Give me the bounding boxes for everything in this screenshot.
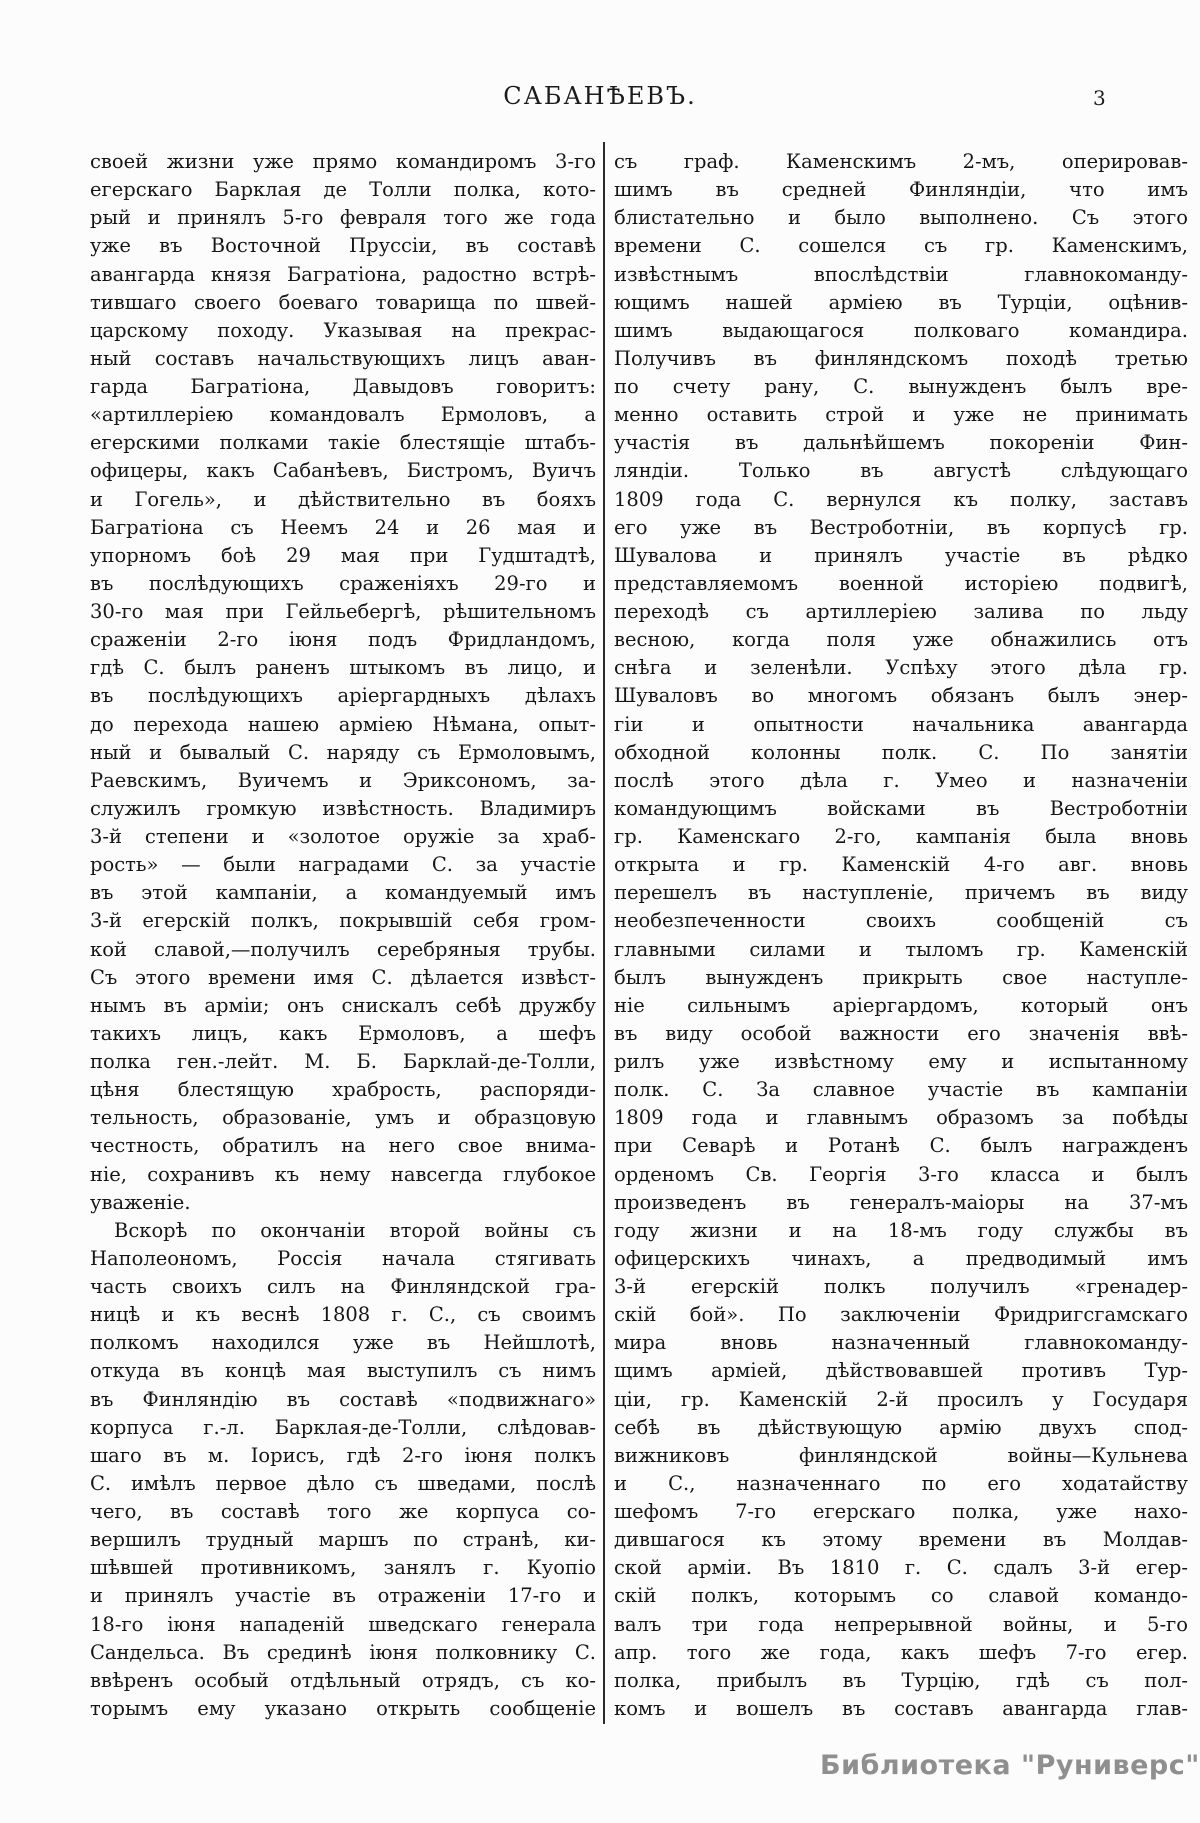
text-line: Раевскимъ, Вуичемъ и Эриксономъ, за- [90, 768, 596, 792]
text-line: шимъ въ средней Финляндіи, что имъ [614, 178, 1188, 202]
text-line: своей жизни уже прямо командиромъ 3-го [90, 150, 596, 173]
text-line: извѣстнымъ впослѣдствіи главнокоманду- [614, 262, 1188, 286]
text-line: переходѣ съ артиллеріею залива по льду [614, 600, 1188, 623]
text-line: блистательно и было выполнено. Съ этого [614, 206, 1188, 230]
text-line: снѣга и зеленѣли. Успѣху этого дѣла гр. [614, 656, 1188, 680]
text-line: С. имѣлъ первое дѣло съ шведами, послѣ [90, 1471, 596, 1495]
text-line: рый и принялъ 5-го февраля того же года [90, 206, 596, 230]
text-line: полк. С. За славное участіе въ кампаніи [614, 1078, 1188, 1102]
text-line: уже въ Восточной Пруссіи, въ составѣ [90, 234, 596, 258]
text-line: ской арміи. Въ 1810 г. С. сдалъ 3-й егер- [614, 1556, 1188, 1580]
text-line: тившаго своего боеваго товарища по швей- [90, 290, 596, 314]
text-line: полка, прибылъ въ Турцію, гдѣ съ пол- [614, 1668, 1188, 1692]
text-line: щимъ арміей, дѣйствовавшей противъ Тур- [614, 1359, 1188, 1383]
text-line: орденомъ Св. Георгія 3-го класса и былъ [614, 1162, 1188, 1186]
text-line: «артиллеріею командовалъ Ермоловъ, а [90, 403, 596, 427]
text-line: откуда въ концѣ мая выступилъ съ нимъ [90, 1359, 596, 1383]
page-number: 3 [1093, 86, 1106, 110]
text-line: послѣ этого дѣла г. Умео и назначеніи [614, 768, 1188, 792]
text-line: его уже въ Вестроботніи, въ корпусѣ гр. [614, 515, 1188, 539]
text-line: ввѣренъ особый отдѣльный отрядъ, съ ко- [90, 1668, 596, 1692]
page-title: САБАНѢЕВЪ. [503, 82, 697, 110]
text-line: въ этой кампаніи, а командуемый имъ [90, 881, 596, 905]
text-line: открыта и гр. Каменскій 4-го авг. вновь [614, 853, 1188, 877]
text-line: обходной колонны полк. С. По занятіи [614, 740, 1188, 764]
text-line: съ граф. Каменскимъ 2-мъ, оперировав- [614, 150, 1188, 173]
text-line: въ виду особой важности его значенія ввѣ- [614, 1021, 1188, 1045]
text-line: въ послѣдующихъ аріергардныхъ дѣлахъ [90, 684, 596, 708]
text-line: ляндіи. Только въ августѣ слѣдующаго [614, 459, 1188, 483]
text-line: времени С. сошелся съ гр. Каменскимъ, [614, 234, 1188, 258]
text-line: авангарда князя Багратіона, радостно встрѣ- [90, 262, 596, 286]
text-line: ный и бывалый С. наряду съ Ермоловымъ, [90, 740, 596, 764]
text-line: вершилъ трудный маршъ по странѣ, ки- [90, 1528, 596, 1552]
text-line: шефомъ 7-го егерскаго полка, уже нахо- [614, 1500, 1188, 1523]
text-line: ніе сильнымъ аріергардомъ, который онъ [614, 993, 1188, 1017]
text-line: участія въ дальнѣйшемъ покореніи Фин- [614, 431, 1188, 455]
text-line: комъ и вошелъ въ составъ авангарда глав- [614, 1696, 1188, 1720]
right-column [614, 148, 1188, 1723]
text-line: полка ген.-лейт. М. Б. Барклай-де-Толли, [90, 1050, 596, 1073]
text-line: и Гогель», и дѣйствительно въ бояхъ [90, 487, 596, 511]
text-line: и принялъ участіе въ отраженіи 17-го и [90, 1584, 596, 1608]
text-line: упорномъ боѣ 29 мая при Гудштадтѣ, [90, 543, 596, 567]
text-line: служилъ громкую извѣстность. Владимиръ [90, 796, 596, 820]
text-line: главными силами и тыломъ гр. Каменскій [614, 937, 1188, 961]
text-line: рость» — были наградами С. за участіе [90, 853, 596, 877]
text-line: чего, въ составѣ того же корпуса со- [90, 1500, 596, 1523]
text-line: дившагося къ этому времени въ Молдав- [614, 1528, 1188, 1552]
text-line: командующимъ войсками въ Вестроботніи [614, 796, 1188, 820]
text-line: офицеры, какъ Сабанѣевъ, Бистромъ, Вуичъ [90, 459, 596, 483]
text-line: ницѣ и къ веснѣ 1808 г. С., съ своимъ [90, 1303, 596, 1327]
text-line: въ Финляндію въ составѣ «подвижнаго» [90, 1387, 596, 1411]
text-line: Багратіона съ Неемъ 24 и 26 мая и [90, 515, 596, 539]
text-line: гр. Каменскаго 2-го, кампанія была вновь [614, 825, 1188, 848]
text-line: нымъ въ арміи; онъ снискалъ себѣ дружбу [90, 993, 596, 1017]
text-line: году жизни и на 18-мъ году службы въ [614, 1218, 1188, 1242]
text-line: апр. того же года, какъ шефъ 7-го егер. [614, 1640, 1188, 1664]
text-line: рилъ уже извѣстному ему и испытанному [614, 1050, 1188, 1073]
text-line: шѣвшей противникомъ, занялъ г. Куопіо [90, 1556, 596, 1580]
text-line: царскому походу. Указывая на прекрас- [90, 318, 596, 342]
text-line: скій бой». По заключеніи Фридригсгамскаго [614, 1303, 1188, 1327]
text-line: Наполеономъ, Россія начала стягивать [90, 1246, 596, 1270]
text-line: при Севарѣ и Ротанѣ С. былъ награжденъ [614, 1134, 1188, 1158]
text-line: сраженіи 2-го іюня подъ Фридландомъ, [90, 628, 596, 652]
text-line: 3-й степени и «золотое оружіе за храб- [90, 825, 596, 848]
text-line: гарда Багратіона, Давыдовъ говоритъ: [90, 375, 596, 398]
text-line: валъ три года непрерывной войны, и 5-го [614, 1612, 1188, 1636]
text-line: часть своихъ силъ на Финляндской гра- [90, 1275, 596, 1298]
text-line: Получивъ въ финляндскомъ походѣ третью [614, 346, 1188, 370]
text-line: 3-й егерскій полкъ, покрывшій себя гром- [90, 909, 596, 933]
text-line: егерскими полками такіе блестящіе штабъ- [90, 431, 596, 455]
text-line: такихъ лицъ, какъ Ермоловъ, а шефъ [90, 1021, 596, 1045]
text-line: въ послѣдующихъ сраженіяхъ 29-го и [90, 571, 596, 595]
text-line: былъ вынужденъ прикрыть свое наступле- [614, 965, 1188, 989]
text-line: и С., назначеннаго по его ходатайству [614, 1471, 1188, 1495]
text-line: Шувалова и принялъ участіе въ рѣдко [614, 543, 1188, 567]
text-line: вижниковъ финляндской войны—Кульнева [614, 1443, 1188, 1467]
text-line: Сандельса. Въ срединѣ іюня полковнику С. [90, 1640, 596, 1664]
library-watermark: Библиотека "Руниверс" [820, 1750, 1200, 1781]
text-line: весною, когда поля уже обнажились отъ [614, 628, 1188, 652]
text-line: 18-го іюня нападеній шведскаго генерала [90, 1612, 596, 1636]
text-line: тельность, образованіе, умъ и образцовую [90, 1106, 596, 1130]
column-divider-rule [603, 142, 605, 1724]
text-line: себѣ въ дѣйствующую армію двухъ спод- [614, 1415, 1188, 1439]
text-line: гдѣ С. былъ раненъ штыкомъ въ лицо, и [90, 656, 596, 680]
text-line: торымъ ему указано открыть сообщеніе [90, 1696, 596, 1720]
text-line: уваженіе. [90, 1190, 191, 1214]
text-line: произведенъ въ генералъ-маіоры на 37-мъ [614, 1190, 1188, 1214]
text-line: 1809 года и главнымъ образомъ за побѣды [614, 1106, 1188, 1130]
text-line: полкомъ находился уже въ Нейшлотѣ, [90, 1331, 596, 1355]
text-line: гіи и опытности начальника авангарда [614, 712, 1188, 736]
text-line: корпуса г.-л. Барклая-де-Толли, слѣдовав- [90, 1415, 596, 1439]
text-line: ющимъ нашей арміею въ Турціи, оцѣнив- [614, 290, 1188, 314]
text-line: по счету рану, С. вынужденъ былъ вре- [614, 375, 1188, 398]
text-line: Съ этого времени имя С. дѣлается извѣст- [90, 965, 596, 989]
text-line: до перехода нашею арміею Нѣмана, опыт- [90, 712, 596, 736]
text-line: офицерскихъ чинахъ, а предводимый имъ [614, 1246, 1188, 1270]
text-line: представляемомъ военной исторіею подвигѣ, [614, 571, 1188, 595]
text-line: мира вновь назначенный главнокоманду- [614, 1331, 1188, 1355]
text-line: цѣня блестящую храбрость, распоряди- [90, 1078, 596, 1102]
text-line: ный составъ начальствующихъ лицъ аван- [90, 346, 596, 370]
text-line: егерскаго Барклая де Толли полка, кото- [90, 178, 596, 202]
text-line: честность, обратилъ на него свое внима- [90, 1134, 596, 1158]
text-line: скій полкъ, которымъ со славой командо- [614, 1584, 1188, 1608]
text-line: ціи, гр. Каменскій 2-й просилъ у Государя [614, 1387, 1188, 1411]
text-line: необезпеченности своихъ сообщеній съ [614, 909, 1188, 933]
text-line: 1809 года С. вернулся къ полку, заставъ [614, 487, 1188, 511]
text-line: шаго въ м. Іорисъ, гдѣ 2-го іюня полкъ [90, 1443, 596, 1467]
text-line: Шуваловъ во многомъ обязанъ былъ энер- [614, 684, 1188, 708]
left-column [90, 148, 596, 1723]
text-line: кой славой,—получилъ серебряныя трубы. [90, 937, 596, 961]
text-line: 30-го мая при Гейльебергѣ, рѣшительномъ [90, 600, 596, 623]
text-line: перешелъ въ наступленіе, причемъ въ виду [614, 881, 1188, 905]
text-line: 3-й егерскій полкъ получилъ «гренадер- [614, 1275, 1188, 1298]
text-line: шимъ выдающагося полковаго командира. [614, 318, 1188, 342]
text-line: Вскорѣ по окончаніи второй войны съ [114, 1218, 596, 1242]
text-line: ніе, сохранивъ къ нему навсегда глубокое [90, 1162, 596, 1186]
text-line: менно оставить строй и уже не принимать [614, 403, 1188, 427]
